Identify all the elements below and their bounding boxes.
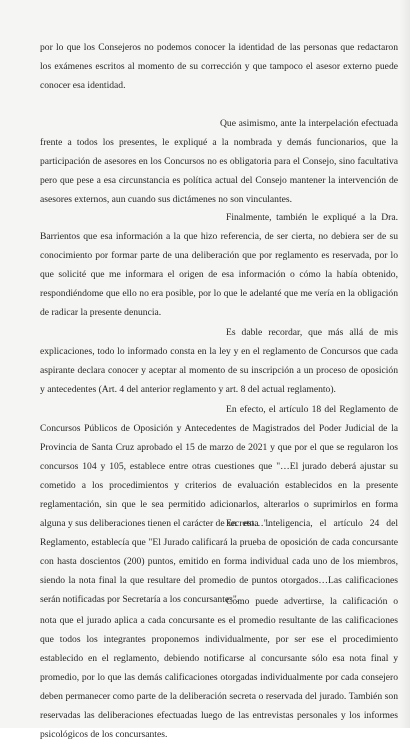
page-edge-shadow	[400, 0, 410, 728]
paragraph-3: Finalmente, también le expliqué a la Dra. Barrientos que esa información a la que hizo referencia, de ser cierta, no debiera ser de su conocimiento por formar parte de una deliberación que por reglamento es reservada, por lo que solicité que me informara el origen de esa información o cómo la había obtenido, respondiéndome que ello no era posible, por lo que le adelanté que me vería en la obligación de radicar la presente denuncia.	[40, 212, 398, 318]
paragraph-2: Que asimismo, ante la interpelación efectuada frente a todos los presentes, le expliqué a la nombrada y demás funcionarios, que la participación de asesores en los Concursos no es obligatoria para el Consejo, sino facultativa pero que pese a esa circunstancia es política actual del Consejo mantener la intervención de asesores externos, aun cuando sus dictámenes no son vinculantes.	[40, 118, 398, 205]
paragraph-1: por lo que los Consejeros no podemos conocer la identidad de las personas que redactaron los exámenes escritos al momento de su corrección y que tampoco el asesor externo puede conocer esa identidad.	[40, 42, 398, 91]
paragraph-4: Es dable recordar, que más allá de mis explicaciones, todo lo informado consta en la ley y en el reglamento de Concursos que cada aspirante declara conocer y aceptar al momento de su inscripción a un proceso de oposición y antecedentes (Art. 4 del anterior reglamento y art. 8 del actual reglamento).	[40, 327, 398, 395]
paragraph-5: En efecto, el artículo 18 del Reglamento de Concursos Públicos de Oposición y Antecedentes de Magistrados del Poder Judicial de la Provincia de Santa Cruz aprobado el 15 de marzo de 2021 y que por el que se regularon los concursos 104 y 105, establece entre otras cuestiones que "…El jurado deberá ajustar su cometido a los procedimientos y criterios de evaluación establecidos en la presente reglamentación, sin que le sea permitido adicionarlos, alterarlos o suprimirlos en forma alguna y sus deliberaciones tienen el carácter de secreto…".	[40, 404, 398, 529]
paragraph-6: En esta inteligencia, el artículo 24 del Reglamento, establecía que "El Jurado calificará la prueba de oposición de cada concursante con hasta doscientos (200) puntos, emitido en forma individual cada uno de los miembros, siendo la nota final la que resultare del promedio de puntos otorgados…Las calificaciones serán notificadas por Secretaría a los concursantes".	[40, 518, 398, 605]
paragraph-7: Como puede advertirse, la calificación o nota que el jurado aplica a cada concursante es el promedio resultante de las calificaciones que todos los integrantes proponemos individualmente, por ser ese el procedimiento establecido en el reglamento, debiendo notificarse al concursante sólo esa nota final y promedio, por lo que las demás calificaciones otorgadas individualmente por cada consejero deben permanecer como parte de la deliberación secreta o reservada del jurado. También son reservadas las deliberaciones efectuadas luego de las entrevistas personales y los informes psicológicos de los concursantes.	[40, 596, 398, 740]
